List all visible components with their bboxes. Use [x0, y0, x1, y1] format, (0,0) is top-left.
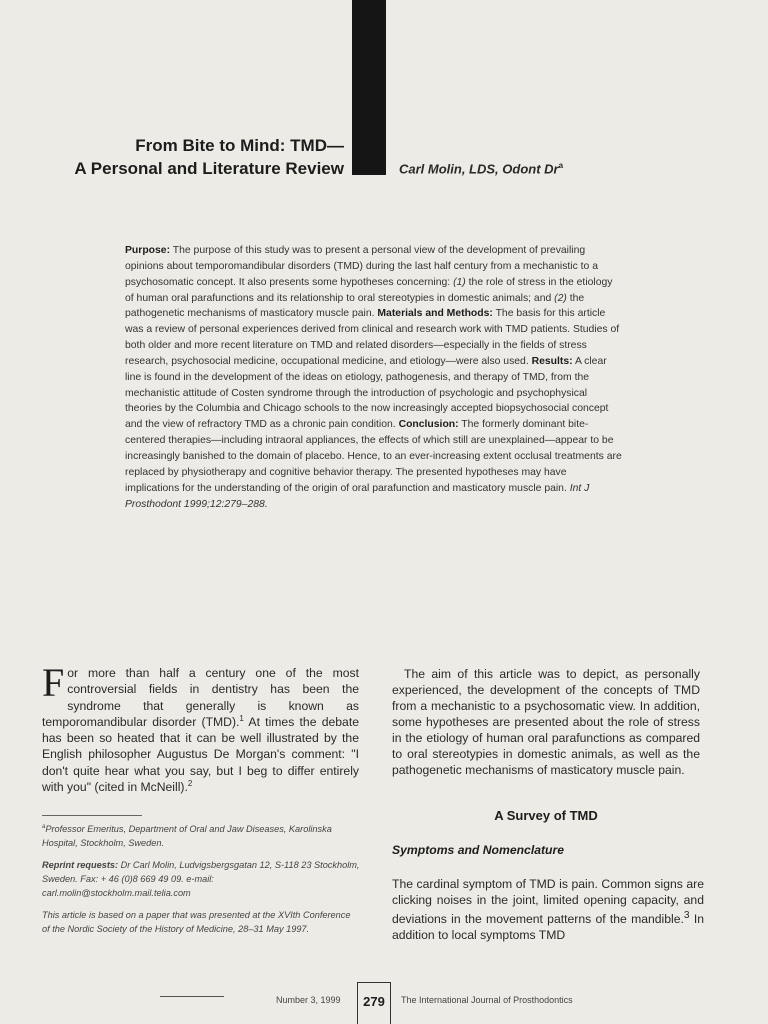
abstract-results-text: A clear line is found in the development of the ideas on etiology, pathogenesis, and therapy of TMD, from the mechanistic attitude of Costen syndrome through the introduction of psychologic and psychophysical theories by the Columbia and Chicago schools to the now increasingly accepted biopsychosocial concept and the view of refractory TMD as a chronic pain condition. [125, 355, 609, 431]
author-byline [399, 161, 563, 176]
section-text-1: The cardinal symptom of TMD is pain. Common signs are clicking noises in the joint, limited opening capacity, and deviations in the movement patterns of the mandible. [392, 877, 704, 927]
author-footnote-mark: a [558, 161, 564, 170]
reference-2: 2 [187, 779, 193, 789]
intro-left-text-2: At times the debate has been so heated that it can be well illustrated by the English philosopher Augustus De Morgan's comment: "I don't quite hear what you say, but I beg to differ entirely with you" (cited in McNeill). [42, 714, 359, 795]
abstract-conclusion-label: Conclusion: [398, 419, 459, 431]
intro-paragraph-left [42, 660, 359, 795]
reference-1: 1 [239, 713, 244, 723]
footnote-affiliation [42, 820, 360, 851]
title-decorative-bar [352, 0, 386, 175]
article-title [4, 134, 344, 180]
title-line-2: A Personal and Literature Review [74, 159, 344, 178]
section-subheading: Symptoms and Nomenclature [392, 843, 565, 857]
abstract-purpose-marker-1: (1) [453, 276, 466, 288]
abstract [125, 243, 623, 512]
abstract-purpose-label: Purpose: [125, 245, 171, 256]
footnotes [42, 820, 360, 943]
intro-paragraph-right [392, 666, 700, 778]
abstract-methods-text: The basis for this article was a review of personal experiences derived from clinical and research work with TMD patients. Studies of both older and more recent literature on TMD and related disorders—especially in the fields of stress research, psychosocial medicine, occupational medicine, and etiology—were also used. [125, 308, 620, 367]
abstract-conclusion-text: The formerly dominant bite-centered therapies—including intraoral appliances, the effects of which still are unexplained—appear to be increasingly banished to the domain of placebo. Hence, to an ever-increasing extent occlusal treatments are replaced by physiotherapy and cognitive behavior therapy. The presented hypotheses may have implications for the understanding of the origin of oral parafunction and masticatory muscle pain. [125, 419, 622, 494]
reprint-label: Reprint requests: [42, 859, 119, 870]
title-line-1: From Bite to Mind: TMD— [135, 136, 344, 155]
footer-journal: The International Journal of Prosthodontics [401, 995, 573, 1005]
intro-left-text-1: or more than half a century one of the most controversial fields in dentistry has been the syndrome that generally is known as temporomandibular disorder (TMD). [42, 666, 359, 729]
page-number: 279 [363, 994, 385, 1009]
page-number-box [357, 982, 391, 1024]
section-text-2: In addition to local symptoms TMD [392, 912, 704, 943]
section-paragraph [392, 876, 704, 943]
footnote-reprint [42, 858, 360, 901]
abstract-purpose-text-3: the pathogenetic mechanisms of masticatory muscle pain. [125, 292, 585, 320]
abstract-purpose-text-2: the role of stress in the etiology of human oral parafunctions and its relationship to oral stereotypies in domestic animals; and [125, 276, 613, 304]
abstract-purpose-marker-2: (2) [554, 292, 567, 304]
reference-3: 3 [683, 910, 690, 921]
abstract-purpose-text-1: The purpose of this study was to present a personal view of the development of prevailing opinions about temporomandibular disorders (TMD) during the last half century from a mechanistic to a psychosomatic concept. It also presents some hypotheses concerning: [125, 245, 598, 288]
section-heading: A Survey of TMD [494, 808, 598, 823]
footer-rule [160, 996, 224, 997]
drop-cap: F [42, 660, 65, 705]
abstract-results-label: Results: [531, 355, 573, 367]
intro-right-text: The aim of this article was to depict, as personally experienced, the development of the concepts of TMD from a mechanistic to a psychosomatic view. In addition, some hypotheses are presented about the role of stress in the etiology of human oral parafunctions as compared to oral stereotypies in domestic animals, as well as the pathogenetic mechanisms of masticatory muscle pain. [392, 667, 700, 777]
reprint-text: Dr Carl Molin, Ludvigsbergsgatan 12, S-118 23 Stockholm, Sweden. Fax: + 46 (0)8 669 49 09. e-mail: carl.molin@stockholm.mail.telia.com [42, 859, 360, 899]
footer-issue: Number 3, 1999 [276, 995, 341, 1005]
affiliation-mark: a [42, 824, 46, 830]
abstract-methods-label: Materials and Methods: [377, 308, 493, 320]
abstract-citation: Int J Prosthodont 1999;12:279–288. [125, 482, 590, 510]
author-name: Carl Molin, LDS, Odont Dr [399, 161, 559, 177]
footnote-divider [42, 815, 142, 816]
footnote-conference: This article is based on a paper that was presented at the XVIth Conference of the Nordic Society of the History of Medicine, 28–31 May 1997. [42, 909, 351, 934]
affiliation-text: Professor Emeritus, Department of Oral and Jaw Diseases, Karolinska Hospital, Stockholm, Sweden. [42, 824, 332, 849]
